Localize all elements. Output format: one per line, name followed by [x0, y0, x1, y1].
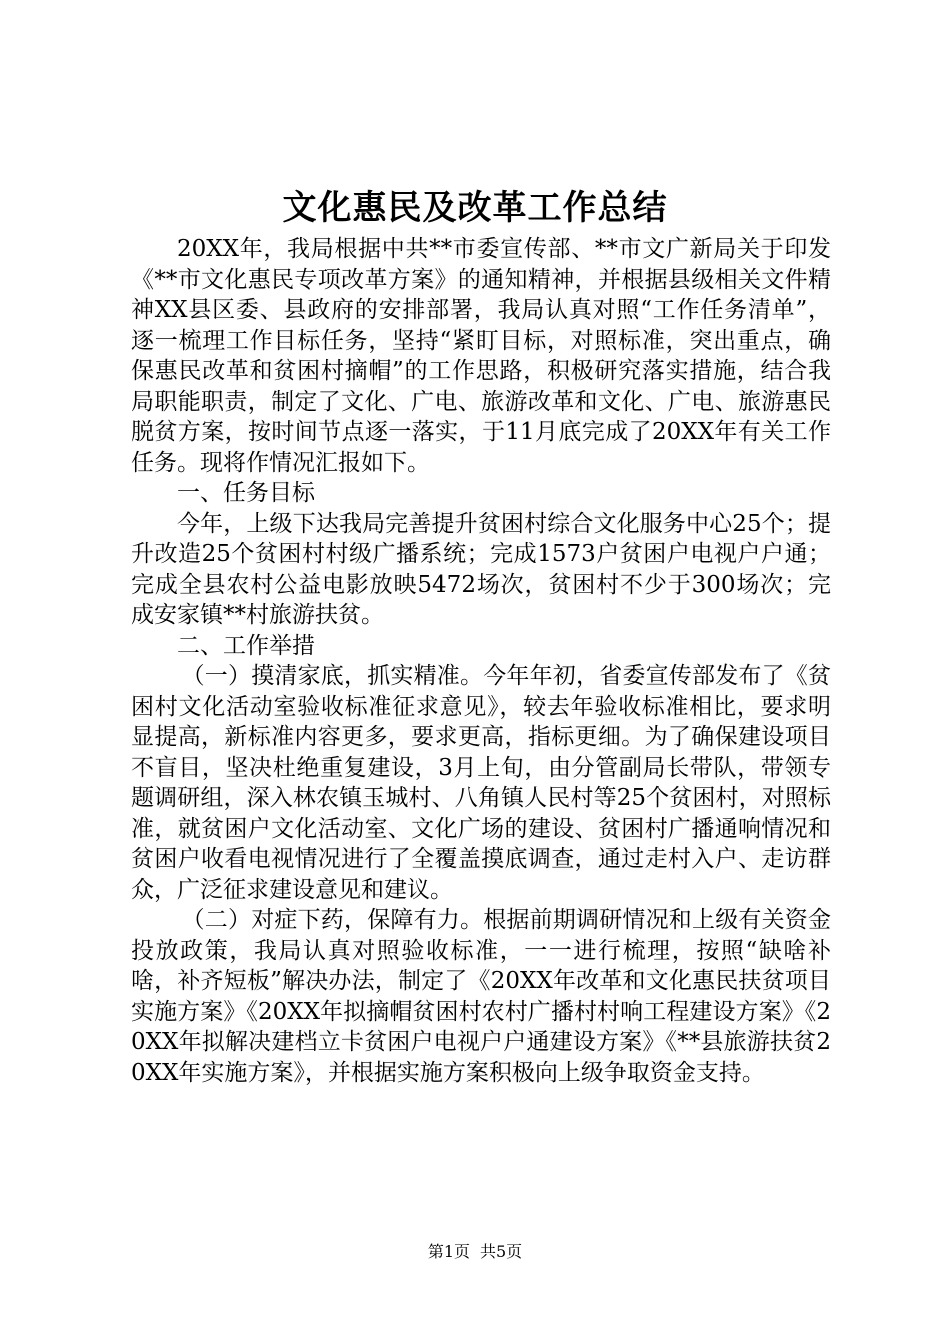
task-goals-paragraph: 今年，上级下达我局完善提升贫困村综合文化服务中心25个；提升改造25个贫困村村级广播系统；完成1573户贫困户电视户户通；完成全县农村公益电影放映5472场次，贫困村不少于300场次；完成安家镇**村旅游扶贫。: [131, 510, 831, 628]
document-title: 文化惠民及改革工作总结: [282, 188, 668, 228]
page-total: 共5页: [480, 1242, 523, 1261]
page-number: 第1页: [427, 1242, 470, 1261]
section-heading-work-measures: 二、工作举措: [177, 632, 315, 659]
document-body: [131, 234, 831, 1088]
measure-paragraph-2: （二）对症下药，保障有力。根据前期调研情况和上级有关资金投放政策，我局认真对照验收标准，一一进行梳理，按照“缺啥补啥，补齐短板”解决办法，制定了《20XX年改革和文化惠民扶贫项目实施方案》《20XX年拟摘帽贫困村农村广播村村响工程建设方案》《20XX年拟解决建档立卡贫困户电视户户通建设方案》《**县旅游扶贫20XX年实施方案》，并根据实施方案积极向上级争取资金支持。: [131, 907, 831, 1086]
page-footer: [0, 1240, 950, 1264]
section-heading-task-goals: 一、任务目标: [177, 480, 315, 506]
intro-paragraph: 20XX年，我局根据中共**市委宣传部、**市文广新局关于印发《**市文化惠民专项改革方案》的通知精神，并根据县级相关文件精神XX县区委、县政府的安排部署，我局认真对照“工作任务清单”，逐一梳理工作目标任务，坚持“紧盯目标，对照标准，突出重点，确保惠民改革和贫困村摘帽”的工作思路，积极研究落实措施，结合我局职能职责，制定了文化、广电、旅游改革和文化、广电、旅游惠民脱贫方案，按时间节点逐一落实，于11月底完成了20XX年有关工作任务。现将作情况汇报如下。: [131, 236, 831, 476]
measure-paragraph-1: （一）摸清家底，抓实精准。今年年初，省委宣传部发布了《贫困村文化活动室验收标准征求意见》，较去年验收标准相比，要求明显提高，新标准内容更多，要求更高，指标更细。为了确保建设项目不盲目，坚决杜绝重复建设，3月上旬，由分管副局长带队，带领专题调研组，深入林农镇玉城村、八角镇人民村等25个贫困村，对照标准，就贫困户文化活动室、文化广场的建设、贫困村广播通响情况和贫困户收看电视情况进行了全覆盖摸底调查，通过走村入户、走访群众，广泛征求建设意见和建议。: [131, 663, 831, 903]
